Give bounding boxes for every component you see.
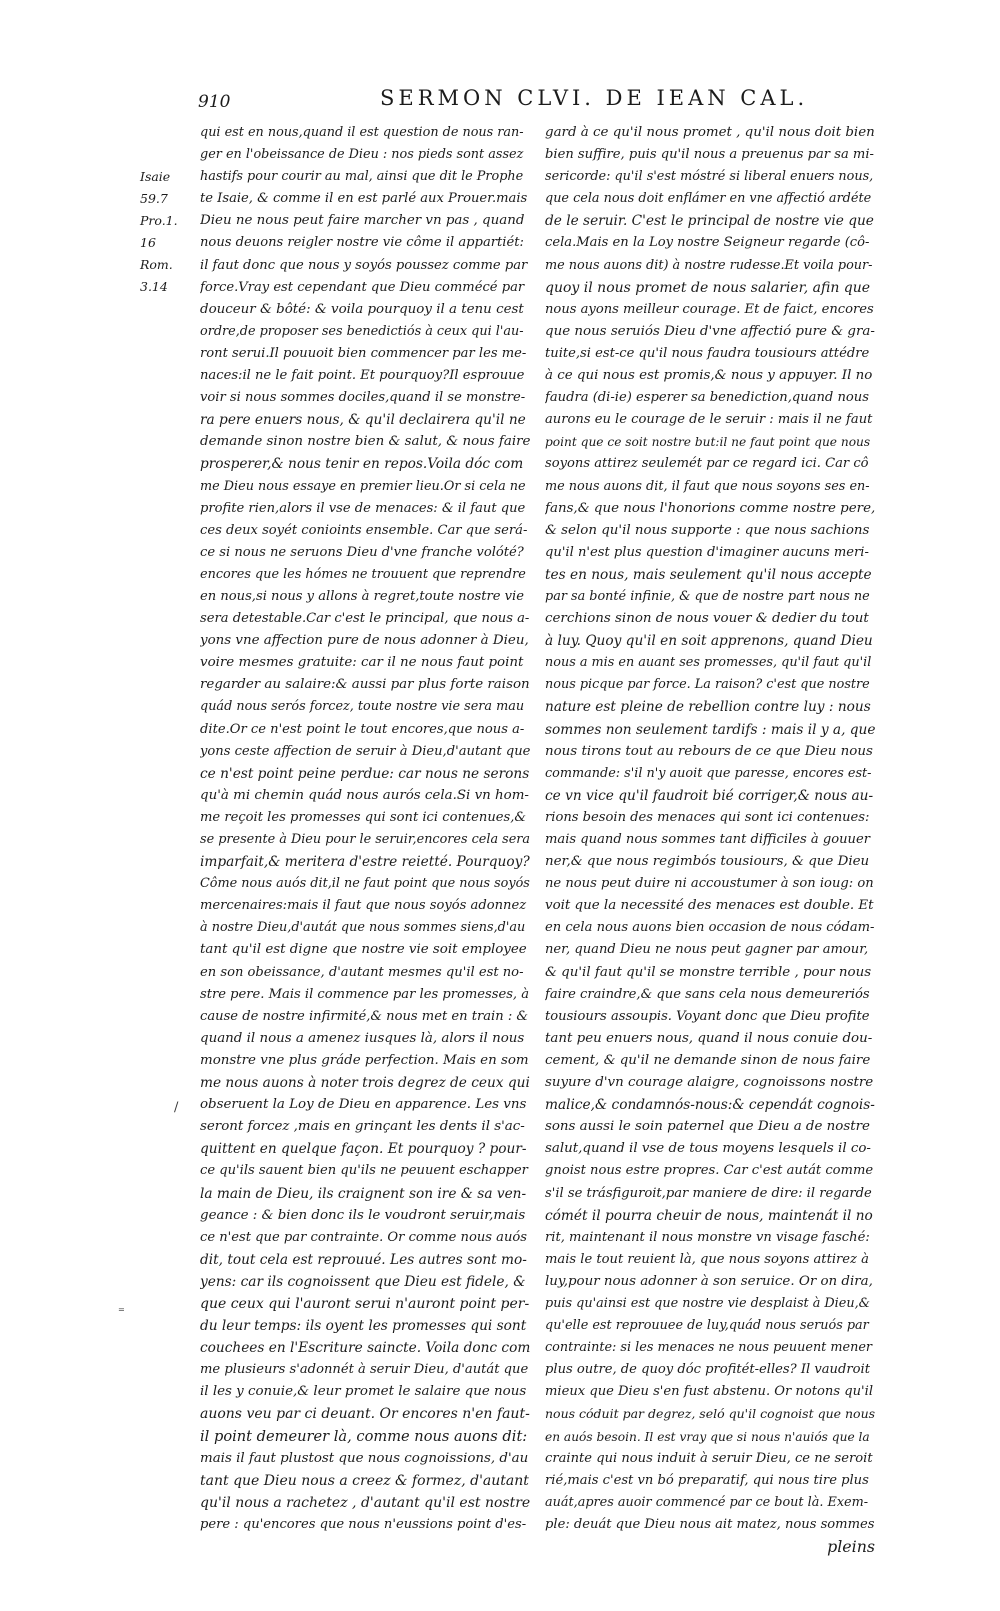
text-line: me reçoit les promesses qui sont ici contenues,&: [200, 809, 527, 825]
text-line: nature est pleine de rebellion contre luy : nous: [545, 699, 871, 716]
text-line: en nous,si nous y allons à regret,toute nostre vie: [200, 588, 524, 604]
text-line: voire mesmes gratuite: car il ne nous faut point: [200, 655, 524, 671]
text-line: ple: deuát que Dieu nous ait matez, nous sommes: [545, 1516, 875, 1532]
text-line: il les y conuie,& leur promet le salaire que nous: [200, 1384, 527, 1400]
text-line: ce qu'ils sauent bien qu'ils ne peuuent eschapper: [200, 1163, 528, 1179]
text-line: qu'elle est reprouuee de luy,quád nous seruós par: [545, 1318, 869, 1334]
text-line: tuite,si est-ce qu'il nous faudra tousiours attédre: [545, 345, 870, 361]
text-line: contrainte: si les menaces ne nous peuuent mener: [545, 1340, 873, 1356]
text-line: me Dieu nous essaye en premier lieu.Or si cela ne: [200, 478, 526, 494]
text-line: nous deuons reigler nostre vie côme il appartiét:: [200, 235, 524, 251]
text-line: nous códuit par degrez, seló qu'il cognoist que nous: [545, 1406, 875, 1422]
text-line: me nous auons dit, il faut que nous soyons ses en-: [545, 478, 870, 494]
text-line: du leur temps: ils oyent les promesses qui sont: [200, 1318, 527, 1335]
text-line: mais quand nous sommes tant difficiles à gouuer: [545, 832, 870, 847]
text-line: seront forcez ,mais en grinçant les dents il s'ac-: [200, 1119, 525, 1135]
text-line: en cela nous auons bien occasion de nous códam-: [545, 920, 875, 936]
text-line: auons veu par ci deuant. Or encores n'en faut-: [200, 1406, 530, 1423]
text-line: obseruent la Loy de Dieu en apparence. Les vns: [200, 1097, 527, 1113]
text-line: s'il se trásfiguroit,par maniere de dire: il regarde: [545, 1185, 872, 1201]
text-line: ner, quand Dieu ne nous peut gagner par amour,: [545, 942, 869, 958]
left-text-column: [200, 122, 530, 1536]
text-line: pere : qu'encores que nous n'eussions point d'es-: [200, 1516, 527, 1532]
text-line: geance : & bien donc ils le voudront seruir,mais: [200, 1207, 526, 1223]
margin-note: 59.7: [140, 191, 168, 207]
text-line: rié,mais c'est vn bó preparatif, qui nous tire plus: [545, 1472, 869, 1488]
text-line: commande: s'il n'y auoit que paresse, encores est-: [545, 765, 872, 781]
text-line: voir si nous sommes dociles,quand il se monstre-: [200, 390, 526, 406]
text-line: il point demeurer là, comme nous auons dit:: [200, 1427, 528, 1445]
text-line: ce n'est que par contrainte. Or comme nous auós: [200, 1229, 528, 1245]
text-line: te Isaie, & comme il en est parlé aux Prouer.mais: [200, 191, 528, 207]
margin-note: Isaie: [140, 169, 171, 184]
text-line: sons aussi le soin paternel que Dieu a de nostre: [545, 1119, 870, 1135]
text-line: que ceux qui l'auront serui n'auront point per-: [200, 1295, 530, 1312]
text-line: plus outre, de quoy dóc profitét-elles? Il vaudroit: [545, 1362, 870, 1378]
text-line: que cela nous doit enflámer en vne affectió ardéte: [545, 191, 872, 207]
text-line: voit que la necessité des menaces est double. Et: [545, 898, 874, 914]
text-line: naces:il ne le fait point. Et pourquoy?Il esprouue: [200, 368, 525, 384]
text-line: soyons attirez seulemét par ce regard ici. Car cô: [545, 456, 869, 472]
text-line: cómét il pourra cheuir de nous, maintenát il no: [545, 1207, 873, 1224]
margin-note: Pro.1.: [140, 213, 178, 229]
text-line: quoy il nous promet de nous salarier, afin que: [545, 279, 871, 296]
text-line: tant qu'il est digne que nostre vie soit employee: [200, 942, 527, 958]
text-line: ces deux soyét conioints ensemble. Car que será-: [200, 522, 528, 538]
text-line: faire craindre,& que sans cela nous demeureriós: [545, 986, 870, 1002]
text-line: mais il faut plustost que nous cognoissions, d'au: [200, 1450, 529, 1466]
text-line: couchees en l'Escriture saincte. Voila donc com: [200, 1340, 530, 1357]
text-line: crainte qui nous induit à seruir Dieu, ce ne seroit: [545, 1450, 873, 1466]
text-line: ger en l'obeissance de Dieu : nos pieds sont assez: [200, 147, 524, 163]
text-line: ce vn vice qu'il faudroit bié corriger,& nous au-: [545, 787, 874, 804]
text-line: sera detestable.Car c'est le principal, que nous a-: [200, 611, 530, 627]
text-line: cela.Mais en la Loy nostre Seigneur regarde (cô-: [545, 235, 870, 251]
text-line: gnoist nous estre propres. Car c'est autát comme: [545, 1163, 874, 1179]
text-line: fans,& que nous l'honorions comme nostre pere,: [545, 500, 875, 516]
text-line: tes en nous, mais seulement qu'il nous accepte: [545, 566, 872, 583]
text-line: sommes non seulement tardifs : mais il y a, que: [545, 721, 875, 738]
text-line: prosperer,& nous tenir en repos.Voila dóc com: [200, 456, 524, 473]
text-line: yons vne affection pure de nous adonner à Dieu,: [200, 633, 529, 649]
text-line: Côme nous auós dit,il ne faut point que nous soyós: [200, 876, 530, 892]
text-line: suyure d'vn courage alaigre, cognoissons nostre: [545, 1075, 874, 1091]
text-line: encores que les hómes ne trouuent que reprendre: [200, 566, 526, 582]
text-line: qui est en nous,quand il est question de nous ran-: [200, 125, 524, 140]
text-line: tousiours assoupis. Voyant donc que Dieu profite: [545, 1008, 870, 1024]
text-line: ner,& que nous regimbós tousiours, & que Dieu: [545, 854, 870, 870]
text-line: yons ceste affection de seruir à Dieu,d'autant que: [200, 743, 530, 759]
text-line: mieux que Dieu s'en fust abstenu. Or notons qu'il: [545, 1384, 874, 1400]
text-line: nous picque par force. La raison? c'est que nostre: [545, 677, 870, 693]
text-line: qu'à mi chemin quád nous aurós cela.Si vn hom-: [200, 787, 529, 803]
text-line: tant peu enuers nous, quand il nous conuie dou-: [545, 1030, 873, 1046]
text-line: malice,& condamnós-nous:& cependát cognois-: [545, 1097, 875, 1114]
text-line: que nous seruiós Dieu d'vne affectió pure & gra-: [545, 323, 875, 339]
text-line: par sa bonté infinie, & que de nostre part nous ne: [545, 588, 870, 604]
text-line: se presente à Dieu pour le seruir,encores cela sera: [200, 832, 530, 847]
text-line: aurons eu le courage de le seruir : mais il ne faut: [545, 412, 873, 428]
margin-note: 3.14: [140, 279, 168, 295]
text-line: dit, tout cela est reprouué. Les autres sont mo-: [200, 1251, 527, 1268]
text-line: point que ce soit nostre but:il ne faut point que nous: [545, 435, 871, 450]
text-line: bien suffire, puis qu'il nous a preuenus par sa mi-: [545, 147, 874, 163]
text-line: luy,pour nous adonner à son seruice. Or on dira,: [545, 1273, 873, 1289]
text-line: mercenaires:mais il faut que nous soyós adonnez: [200, 898, 527, 914]
text-line: demande sinon nostre bien & salut, & nous faire: [200, 434, 530, 450]
text-line: cerchions sinon de nous vouer & dedier du tout: [545, 611, 869, 627]
text-line: quittent en quelque façon. Et pourquoy ? pour-: [200, 1141, 527, 1158]
text-line: en son obeissance, d'autant mesmes qu'il est no-: [200, 964, 524, 980]
text-line: stre pere. Mais il commence par les promesses, à: [200, 986, 530, 1002]
text-line: ra pere enuers nous, & qu'il declairera qu'il ne: [200, 412, 526, 429]
running-head: SERMON CLVI. DE IEAN CAL.: [380, 86, 809, 110]
text-line: à nostre Dieu,d'autát que nous sommes siens,d'au: [200, 920, 526, 936]
text-line: douceur & bôté: & voila pourquoy il a tenu cest: [200, 301, 524, 317]
right-text-column: [545, 122, 875, 1558]
text-line: dite.Or ce n'est point le tout encores,que nous a-: [200, 721, 525, 737]
text-line: auát,apres auoir commencé par ce bout là. Exem-: [545, 1494, 869, 1510]
text-line: Dieu ne nous peut faire marcher vn pas , quand: [200, 213, 525, 229]
text-line: ce si nous ne seruons Dieu d'vne franche volóté?: [200, 544, 524, 560]
text-line: ront serui.Il pouuoit bien commencer par les me-: [200, 345, 527, 361]
text-line: en auós besoin. Il est vray que si nous n'auiós que la: [545, 1429, 870, 1444]
text-line: à luy. Quoy qu'il en soit apprenons, quand Dieu: [545, 633, 873, 650]
margin-note: Rom.: [140, 257, 173, 273]
text-line: ordre,de proposer ses benedictiós à ceux qui l'au-: [200, 323, 524, 339]
text-line: monstre vne plus gráde perfection. Mais en som: [200, 1052, 529, 1068]
text-line: profite rien,alors il vse de menaces: & il faut que: [200, 500, 526, 516]
text-line: me plusieurs s'adonnét à seruir Dieu, d'autát que: [200, 1362, 529, 1378]
text-line: ne nous peut duire ni accoustumer à son ioug: on: [545, 876, 874, 892]
text-line: nous tirons tout au rebours de ce que Dieu nous: [545, 743, 873, 759]
text-line: rit, maintenant il nous monstre vn visage fasché:: [545, 1229, 870, 1245]
text-line: mais le tout reuient là, que nous soyons attirez à: [545, 1251, 869, 1267]
text-line: nous a mis en auant ses promesses, qu'il faut qu'il: [545, 655, 872, 671]
text-line: nous ayons meilleur courage. Et de faict, encores: [545, 301, 874, 317]
text-line: imparfait,& meritera d'estre reietté. Pourquoy?: [200, 854, 530, 871]
text-line: cement, & qu'il ne demande sinon de nous faire: [545, 1052, 871, 1068]
text-line: cause de nostre infirmité,& nous met en train : &: [200, 1008, 529, 1024]
text-line: à ce qui nous est promis,& nous y appuyer. Il no: [545, 368, 873, 384]
text-line: ce n'est point peine perdue: car nous ne serons: [200, 765, 530, 782]
text-line: faudra (di-ie) esperer sa benediction,quand nous: [545, 390, 869, 406]
text-line: de le seruir. C'est le principal de nostre vie que: [545, 213, 874, 230]
text-line: quád nous serós forcez, toute nostre vie sera mau: [200, 699, 525, 715]
margin-notes: [140, 166, 198, 299]
text-line: me nous auons dit) à nostre rudesse.Et voila pour-: [545, 257, 873, 273]
text-line: yens: car ils cognoissent que Dieu est fidele, &: [200, 1273, 526, 1290]
margin-note: 16: [140, 235, 156, 251]
text-line: pleins: [827, 1537, 875, 1556]
text-line: me nous auons à noter trois degrez de ceux qui: [200, 1075, 530, 1092]
text-line: hastifs pour courir au mal, ainsi que dit le Prophe: [200, 169, 524, 185]
text-line: tant que Dieu nous a creez & formez, d'autant: [200, 1472, 529, 1489]
text-line: il faut donc que nous y soyós poussez comme par: [200, 257, 528, 273]
text-line: & qu'il faut qu'il se monstre terrible , pour nous: [545, 964, 872, 980]
margin-mark: ⁼: [118, 1305, 125, 1320]
text-line: regarder au salaire:& aussi par plus forte raison: [200, 677, 530, 693]
text-line: sericorde: qu'il s'est móstré si liberal enuers nous,: [545, 169, 874, 185]
text-line: & selon qu'il nous supporte : que nous sachions: [545, 522, 870, 538]
text-line: gard à ce qu'il nous promet , qu'il nous doit bien: [545, 125, 875, 140]
page-number: 910: [198, 92, 231, 112]
text-line: puis qu'ainsi est que nostre vie desplaist à Dieu,&: [545, 1295, 871, 1311]
text-line: rions besoin des menaces qui sont ici contenues:: [545, 809, 870, 825]
text-line: qu'il n'est plus question d'imaginer aucuns meri-: [545, 544, 869, 560]
margin-mark: /: [174, 1100, 179, 1115]
text-line: force.Vray est cependant que Dieu commécé par: [200, 279, 525, 295]
text-line: quand il nous a amenez iusques là, alors il nous: [200, 1030, 525, 1046]
text-line: la main de Dieu, ils craignent son ire & sa ven-: [200, 1185, 527, 1202]
text-line: qu'il nous a rachetez , d'autant qu'il est nostre: [200, 1494, 530, 1511]
text-line: salut,quand il vse de tous moyens lesquels il co-: [545, 1141, 871, 1157]
